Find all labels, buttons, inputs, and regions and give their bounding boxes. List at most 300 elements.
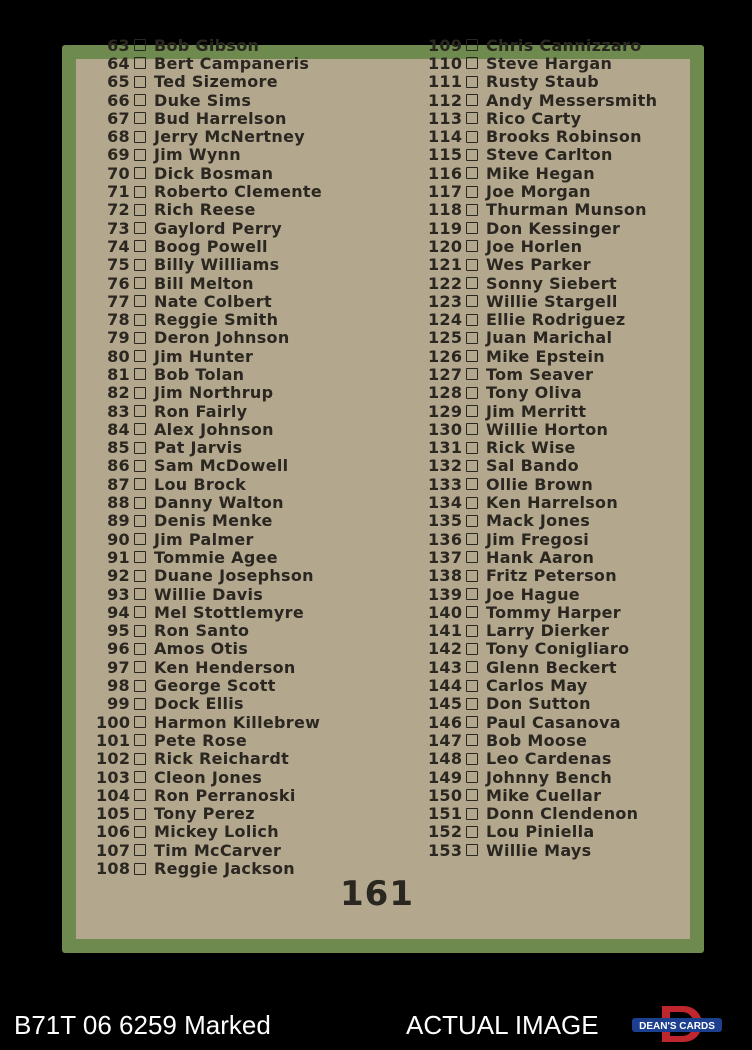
- checkbox-icon: [134, 716, 146, 728]
- checklist-row: [428, 804, 657, 822]
- checkbox-icon: [466, 808, 478, 820]
- player-name: Sal Bando: [486, 456, 579, 476]
- card-num: 108: [96, 859, 131, 879]
- card-num: 137: [428, 547, 463, 567]
- player-name: Ken Harrelson: [486, 493, 619, 513]
- card-num: 138: [428, 566, 463, 586]
- checkbox-icon: [134, 423, 146, 435]
- card-num: 94: [107, 602, 130, 622]
- checklist-row: [96, 750, 322, 768]
- checklist-row: [428, 475, 657, 493]
- checklist-row: [428, 439, 657, 457]
- checklist-row: [96, 548, 322, 566]
- checklist-row: [96, 804, 322, 822]
- checklist-row: [96, 164, 322, 182]
- checkbox-icon: [134, 149, 146, 161]
- card-num: 122: [428, 273, 463, 293]
- card-num: 146: [428, 712, 463, 732]
- card-num: 89: [107, 511, 130, 531]
- checkbox-icon: [466, 76, 478, 88]
- player-name: Paul Casanova: [486, 712, 621, 732]
- card-num: 76: [107, 273, 130, 293]
- checkbox-icon: [466, 533, 478, 545]
- checkbox-icon: [466, 460, 478, 472]
- card-num: 151: [428, 804, 463, 824]
- player-name: Rich Reese: [154, 200, 256, 220]
- checklist-row: [96, 329, 322, 347]
- checkbox-icon: [134, 551, 146, 563]
- checkbox-icon: [466, 680, 478, 692]
- checkbox-icon: [466, 515, 478, 527]
- checklist-row: [96, 640, 322, 658]
- checkbox-icon: [466, 716, 478, 728]
- card-num: 74: [107, 236, 130, 256]
- card-num: 83: [107, 401, 130, 421]
- card-num: 91: [107, 547, 130, 567]
- player-name: Bud Harrelson: [154, 108, 287, 128]
- card-number: 161: [340, 874, 414, 914]
- player-name: Jim Wynn: [154, 145, 241, 165]
- checkbox-icon: [466, 442, 478, 454]
- checklist-row: [96, 603, 322, 621]
- card-num: 127: [428, 365, 463, 384]
- checkbox-icon: [466, 112, 478, 124]
- player-name: Ken Henderson: [154, 657, 296, 677]
- checklist-row: [96, 310, 322, 328]
- checklist-row: [428, 567, 657, 585]
- card-num: 93: [107, 584, 130, 604]
- checklist-row: [96, 786, 322, 804]
- checklist-row: [428, 622, 657, 640]
- card-num: 104: [96, 785, 131, 805]
- player-name: Mack Jones: [486, 511, 591, 531]
- player-name: Lou Piniella: [486, 822, 595, 842]
- checkbox-icon: [134, 295, 146, 307]
- player-name: Jerry McNertney: [154, 127, 305, 147]
- card-num: 73: [107, 218, 130, 238]
- card-num: 69: [107, 145, 130, 165]
- checkbox-icon: [466, 131, 478, 143]
- checkbox-icon: [466, 643, 478, 655]
- checklist-row: [428, 750, 657, 768]
- checkbox-icon: [134, 405, 146, 417]
- card-num: 147: [428, 730, 463, 750]
- checklist-row: [96, 841, 322, 859]
- player-name: Amos Otis: [154, 639, 249, 659]
- checklist-row: [96, 365, 322, 383]
- player-name: Fritz Peterson: [486, 566, 617, 586]
- checklist-row: [96, 768, 322, 786]
- checkbox-icon: [134, 259, 146, 271]
- checkbox-icon: [466, 350, 478, 362]
- checklist-row: [96, 256, 322, 274]
- checkbox-icon: [466, 789, 478, 801]
- card-num: 107: [96, 840, 131, 860]
- checkbox-icon: [466, 240, 478, 252]
- checklist-row: [428, 402, 657, 420]
- card-num: 128: [428, 383, 463, 403]
- checklist-row: [428, 274, 657, 292]
- checklist-row: [96, 731, 322, 749]
- card-num: 152: [428, 822, 463, 842]
- card-num: 114: [428, 127, 463, 147]
- checkbox-icon: [466, 204, 478, 216]
- player-name: Ron Fairly: [154, 401, 248, 421]
- checklist-row: [428, 36, 657, 54]
- checkbox-icon: [134, 698, 146, 710]
- checkbox-icon: [134, 826, 146, 838]
- card-num: 110: [428, 53, 463, 73]
- card-num: 66: [107, 90, 130, 110]
- checkbox-icon: [466, 149, 478, 161]
- card-num: 72: [107, 200, 130, 220]
- checklist-row: [96, 182, 322, 200]
- checklist-row: [96, 475, 322, 493]
- player-name: Don Sutton: [486, 694, 591, 714]
- checkbox-icon: [134, 387, 146, 399]
- card-num: 116: [428, 163, 463, 183]
- checklist-row: [96, 823, 322, 841]
- listing-code: B71T 06 6259 Marked: [14, 1010, 271, 1040]
- checkbox-icon: [466, 222, 478, 234]
- card-num: 77: [107, 291, 130, 311]
- checkbox-icon: [466, 478, 478, 490]
- checkbox-icon: [466, 57, 478, 69]
- checklist-row: [96, 384, 322, 402]
- player-name: Rusty Staub: [486, 72, 599, 92]
- player-name: Tommie Agee: [154, 547, 278, 567]
- checkbox-icon: [466, 698, 478, 710]
- checkbox-icon: [134, 39, 146, 51]
- checklist-row: [428, 457, 657, 475]
- checklist-row: [96, 347, 322, 365]
- player-name: Dick Bosman: [154, 163, 274, 183]
- player-name: Mike Hegan: [486, 163, 595, 183]
- checkbox-icon: [134, 442, 146, 454]
- player-name: Glenn Beckert: [486, 657, 617, 677]
- card-num: 98: [107, 676, 130, 696]
- card-num: 101: [96, 730, 131, 750]
- checkbox-icon: [466, 277, 478, 289]
- checkbox-icon: [466, 186, 478, 198]
- card-num: 84: [107, 419, 130, 439]
- checkbox-icon: [134, 131, 146, 143]
- checklist-row: [428, 256, 657, 274]
- card-num: 140: [428, 602, 463, 622]
- player-name: Mike Cuellar: [486, 785, 602, 805]
- checkbox-icon: [134, 76, 146, 88]
- player-name: Bert Campaneris: [154, 53, 310, 73]
- player-name: Ron Santo: [154, 621, 250, 641]
- checklist-row: [428, 713, 657, 731]
- checkbox-icon: [134, 112, 146, 124]
- checkbox-icon: [134, 753, 146, 765]
- checkbox-icon: [134, 680, 146, 692]
- checklist-row: [96, 292, 322, 310]
- player-name: Brooks Robinson: [486, 127, 642, 147]
- checkbox-icon: [134, 844, 146, 856]
- checklist-row: [428, 146, 657, 164]
- checklist-row: [428, 219, 657, 237]
- card-num: 143: [428, 657, 463, 677]
- card-num: 103: [96, 767, 131, 787]
- card-num: 131: [428, 438, 463, 458]
- checkbox-icon: [134, 643, 146, 655]
- player-name: Rick Wise: [486, 438, 576, 458]
- checklist-row: [96, 457, 322, 475]
- checklist-row: [96, 201, 322, 219]
- card-num: 112: [428, 90, 463, 110]
- checklist-row: [428, 164, 657, 182]
- checkbox-icon: [134, 771, 146, 783]
- checklist-row: [428, 841, 657, 859]
- player-name: Nate Colbert: [154, 291, 272, 311]
- player-name: Steve Hargan: [486, 53, 613, 73]
- checklist-row: [96, 237, 322, 255]
- player-name: Gaylord Perry: [154, 218, 282, 238]
- card-num: 79: [107, 328, 130, 348]
- checklist-row: [428, 493, 657, 511]
- checkbox-icon: [466, 387, 478, 399]
- card-num: 145: [428, 694, 463, 714]
- player-name: Johnny Bench: [486, 767, 613, 787]
- checkbox-icon: [466, 551, 478, 563]
- checklist-row: [428, 347, 657, 365]
- checklist-row: [428, 182, 657, 200]
- checkbox-icon: [466, 423, 478, 435]
- player-name: Reggie Jackson: [154, 859, 295, 879]
- player-name: Danny Walton: [154, 493, 284, 513]
- player-name: Reggie Smith: [154, 310, 279, 330]
- player-name: Boog Powell: [154, 236, 268, 256]
- checklist-row: [96, 219, 322, 237]
- checkbox-icon: [134, 350, 146, 362]
- card-num: 141: [428, 621, 463, 641]
- card-num: 133: [428, 474, 463, 494]
- card-num: 63: [107, 35, 130, 55]
- checklist-row: [428, 91, 657, 109]
- checkbox-icon: [466, 314, 478, 326]
- checklist-row: [96, 73, 322, 91]
- card-num: 126: [428, 346, 463, 366]
- checkbox-icon: [134, 57, 146, 69]
- card-num: 71: [107, 182, 130, 202]
- checklist-row: [428, 768, 657, 786]
- card-num: 130: [428, 419, 463, 439]
- player-name: Don Kessinger: [486, 218, 621, 238]
- checklist-row: [428, 658, 657, 676]
- player-name: Tim McCarver: [154, 840, 282, 860]
- player-name: Mickey Lolich: [154, 822, 279, 842]
- player-name: Tommy Harper: [486, 602, 621, 622]
- player-name: Dock Ellis: [154, 694, 244, 714]
- card-num: 117: [428, 182, 463, 202]
- checkbox-icon: [466, 771, 478, 783]
- player-name: Billy Williams: [154, 255, 280, 275]
- player-name: Alex Johnson: [154, 419, 274, 439]
- player-name: Wes Parker: [486, 255, 591, 275]
- checklist-row: [428, 365, 657, 383]
- checkbox-icon: [134, 277, 146, 289]
- checklist-row: [428, 54, 657, 72]
- player-name: Leo Cardenas: [486, 749, 612, 769]
- player-name: Bob Moose: [486, 730, 588, 750]
- checkbox-icon: [466, 167, 478, 179]
- checklist-row: [96, 713, 322, 731]
- player-name: Chris Cannizzaro: [486, 35, 642, 55]
- player-name: Donn Clendenon: [486, 804, 639, 824]
- player-name: Willie Stargell: [486, 291, 618, 311]
- checklist-row: [428, 384, 657, 402]
- card-num: 75: [107, 255, 130, 275]
- checklist-row: [96, 493, 322, 511]
- player-name: Joe Hague: [486, 584, 580, 604]
- card-num: 142: [428, 639, 463, 659]
- card-num: 121: [428, 255, 463, 275]
- card-num: 134: [428, 493, 463, 513]
- player-name: Cleon Jones: [154, 767, 263, 787]
- checklist-row: [428, 512, 657, 530]
- checkbox-icon: [134, 204, 146, 216]
- card-num: 85: [107, 438, 130, 458]
- player-name: George Scott: [154, 676, 276, 696]
- checkbox-icon: [466, 826, 478, 838]
- checkbox-icon: [134, 240, 146, 252]
- player-name: Sonny Siebert: [486, 273, 617, 293]
- player-name: Jim Palmer: [154, 529, 254, 549]
- player-name: Jim Hunter: [154, 346, 254, 366]
- card-num: 102: [96, 749, 131, 769]
- card-num: 95: [107, 621, 130, 641]
- checklist-row: [428, 786, 657, 804]
- player-name: Tony Oliva: [486, 383, 582, 403]
- checklist-row: [428, 109, 657, 127]
- player-name: Bob Gibson: [154, 35, 260, 55]
- checkbox-icon: [466, 588, 478, 600]
- player-name: Jim Merritt: [486, 401, 587, 421]
- player-name: Roberto Clemente: [154, 182, 323, 202]
- player-name: Jim Northrup: [154, 383, 274, 403]
- player-name: Rico Carty: [486, 108, 582, 128]
- checkbox-icon: [466, 497, 478, 509]
- player-name: Tony Perez: [154, 804, 255, 824]
- checklist-row: [96, 530, 322, 548]
- card-num: 153: [428, 840, 463, 860]
- card-num: 132: [428, 456, 463, 476]
- checklist-row: [96, 622, 322, 640]
- checklist-row: [428, 585, 657, 603]
- card-num: 149: [428, 767, 463, 787]
- checkbox-icon: [466, 844, 478, 856]
- checkbox-icon: [134, 94, 146, 106]
- card-num: 106: [96, 822, 131, 842]
- checkbox-icon: [466, 625, 478, 637]
- card-num: 100: [96, 712, 131, 732]
- checklist-row: [428, 676, 657, 694]
- checklist-row: [96, 127, 322, 145]
- checkbox-icon: [466, 332, 478, 344]
- player-name: Sam McDowell: [154, 456, 289, 476]
- checklist-row: [96, 54, 322, 72]
- player-name: Mel Stottlemyre: [154, 602, 304, 622]
- checkbox-icon: [466, 259, 478, 271]
- checkbox-icon: [134, 515, 146, 527]
- card-num: 81: [107, 365, 130, 384]
- player-name: Hank Aaron: [486, 547, 595, 567]
- player-name: Deron Johnson: [154, 328, 290, 348]
- card-num: 139: [428, 584, 463, 604]
- player-name: Duane Josephson: [154, 566, 314, 586]
- checklist-row: [96, 658, 322, 676]
- checklist-row: [428, 292, 657, 310]
- checklist-row: [96, 91, 322, 109]
- checklist-row: [96, 859, 322, 877]
- checklist-row: [428, 548, 657, 566]
- checklist-row: [96, 402, 322, 420]
- checklist-right-column: [428, 36, 657, 859]
- checklist-row: [96, 420, 322, 438]
- card-num: 88: [107, 493, 130, 513]
- deans-cards-logo: [632, 1004, 722, 1044]
- checkbox-icon: [134, 222, 146, 234]
- checklist-row: [428, 310, 657, 328]
- checkbox-icon: [134, 661, 146, 673]
- card-num: 65: [107, 72, 130, 92]
- checkbox-icon: [134, 314, 146, 326]
- player-name: Tom Seaver: [486, 365, 594, 384]
- player-name: Ted Sizemore: [154, 72, 278, 92]
- card-num: 90: [107, 529, 130, 549]
- player-name: Lou Brock: [154, 474, 247, 494]
- card-num: 80: [107, 346, 130, 366]
- card-num: 135: [428, 511, 463, 531]
- checklist-row: [428, 695, 657, 713]
- checkbox-icon: [466, 39, 478, 51]
- checklist-row: [428, 237, 657, 255]
- checklist-row: [428, 127, 657, 145]
- card-num: 129: [428, 401, 463, 421]
- card-num: 67: [107, 108, 130, 128]
- player-name: Pat Jarvis: [154, 438, 243, 458]
- player-name: Mike Epstein: [486, 346, 605, 366]
- card-num: 150: [428, 785, 463, 805]
- checklist-row: [428, 329, 657, 347]
- player-name: Bob Tolan: [154, 365, 245, 384]
- checkbox-icon: [134, 734, 146, 746]
- checkbox-icon: [466, 570, 478, 582]
- card-num: 97: [107, 657, 130, 677]
- card-num: 64: [107, 53, 130, 73]
- card-num: 119: [428, 218, 463, 238]
- card-num: 111: [428, 72, 463, 92]
- card-num: 99: [107, 694, 130, 714]
- player-name: Carlos May: [486, 676, 588, 696]
- card-num: 82: [107, 383, 130, 403]
- card-num: 115: [428, 145, 463, 165]
- checklist-row: [428, 640, 657, 658]
- checklist-row: [428, 420, 657, 438]
- player-name: Steve Carlton: [486, 145, 613, 165]
- checkbox-icon: [466, 606, 478, 618]
- checklist-row: [96, 512, 322, 530]
- player-name: Joe Horlen: [486, 236, 583, 256]
- checkbox-icon: [134, 478, 146, 490]
- checklist-row: [96, 585, 322, 603]
- checklist-row: [96, 695, 322, 713]
- card-num: 96: [107, 639, 130, 659]
- player-name: Harmon Killebrew: [154, 712, 321, 732]
- card-num: 86: [107, 456, 130, 476]
